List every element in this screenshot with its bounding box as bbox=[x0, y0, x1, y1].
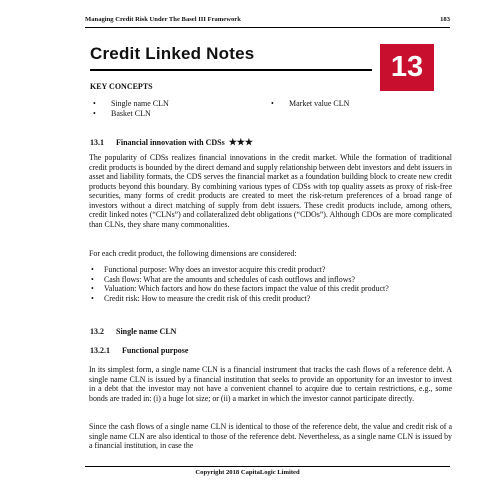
section-number: 13.2 bbox=[90, 327, 104, 336]
bullet-icon: • bbox=[93, 99, 96, 108]
body-paragraph: The popularity of CDSs realizes financial innovations in the credit market. While the formation of traditional credit products is bounded by the direct demand and supply relationship between debt investors and debt issuers in asset and liability formats, the CDS serves the financial market as a foundation building block to create new credit products beyond this boundary. By combining various types of CDSs with top quality assets as proxy of risk-free securities, many forms of credit products are created to meet the risk-return preferences of a broad range of investors without a direct matching of supply from debt issuers. These credit products include, among others, credit linked notes (“CLNs”) and collateralized debt obligations (“CDOs”). Although CDOs are more complicated than CLNs, they share many commonalities. bbox=[89, 153, 452, 229]
section-title: Functional purpose bbox=[122, 346, 189, 355]
key-concept-label: Single name CLN bbox=[111, 99, 169, 108]
section-title: Single name CLN bbox=[116, 327, 177, 336]
key-concepts-heading: KEY CONCEPTS bbox=[90, 82, 153, 91]
running-title: Managing Credit Risk Under The Basel III Framework bbox=[85, 16, 241, 23]
bullet-icon: • bbox=[91, 293, 94, 303]
title-underline bbox=[90, 69, 372, 71]
list-item-text: Functional purpose: Why does an investor acquire this credit product? bbox=[104, 265, 326, 274]
body-paragraph: Since the cash flows of a single name CLN is identical to those of the reference debt, the value and credit risk of a single name CLN are also identical to those of the reference debt. Nevertheless, as a single name CLN is issued by a financial institution, in case the bbox=[89, 422, 452, 451]
page-number: 183 bbox=[440, 16, 450, 23]
key-concept-item bbox=[268, 99, 349, 109]
list-item-text: Valuation: Which factors and how do these factors impact the value of this credit product? bbox=[104, 284, 389, 294]
list-item bbox=[89, 265, 452, 275]
body-paragraph: For each credit product, the following dimensions are considered: bbox=[89, 249, 297, 258]
bullet-icon: • bbox=[91, 284, 94, 294]
footer-divider bbox=[85, 466, 450, 467]
chapter-title: Credit Linked Notes bbox=[90, 44, 255, 63]
list-item bbox=[89, 294, 452, 304]
footer-copyright: Copyright 2018 CapitaLogic Limited bbox=[195, 469, 300, 476]
body-paragraph: In its simplest form, a single name CLN is a financial instrument that tracks the cash flows of a reference debt. A single name CLN is issued by a financial institution that seeks to provide an opportunity for an investor to invest in a debt that the investor may not have a convenient channel to acquire due to certain restrictions, e.g., some bonds are traded in: (i) a huge lot size; or (ii) a market in which the investor cannot participate directly. bbox=[89, 365, 452, 403]
key-concept-item bbox=[90, 99, 169, 109]
list-item bbox=[89, 284, 452, 294]
key-concept-label: Basket CLN bbox=[111, 109, 151, 118]
key-concepts-list bbox=[90, 99, 450, 121]
bullet-icon: • bbox=[271, 99, 274, 108]
section-number: 13.2.1 bbox=[90, 346, 110, 355]
list-item bbox=[89, 275, 452, 285]
difficulty-stars-icon: ★★★ bbox=[228, 137, 253, 147]
chapter-number-badge bbox=[380, 44, 434, 91]
list-item-text: Cash flows: What are the amounts and schedules of cash outflows and inflows? bbox=[104, 274, 355, 284]
section-number: 13.1 bbox=[90, 138, 104, 147]
bullet-icon: • bbox=[93, 109, 96, 118]
dimensions-list bbox=[89, 265, 452, 303]
key-concept-label: Market value CLN bbox=[289, 99, 350, 108]
section-heading-13-2-1 bbox=[90, 346, 188, 355]
chapter-number: 13 bbox=[390, 51, 424, 83]
section-heading-13-1 bbox=[90, 137, 253, 148]
section-title: Financial innovation with CDSs bbox=[116, 138, 225, 147]
running-header bbox=[85, 16, 450, 26]
header-divider bbox=[85, 27, 450, 28]
key-concept-item bbox=[90, 109, 151, 119]
bullet-icon: • bbox=[91, 265, 94, 274]
section-heading-13-2 bbox=[90, 327, 176, 336]
bullet-icon: • bbox=[91, 274, 94, 284]
list-item-text: Credit risk: How to measure the credit risk of this credit product? bbox=[104, 293, 311, 303]
